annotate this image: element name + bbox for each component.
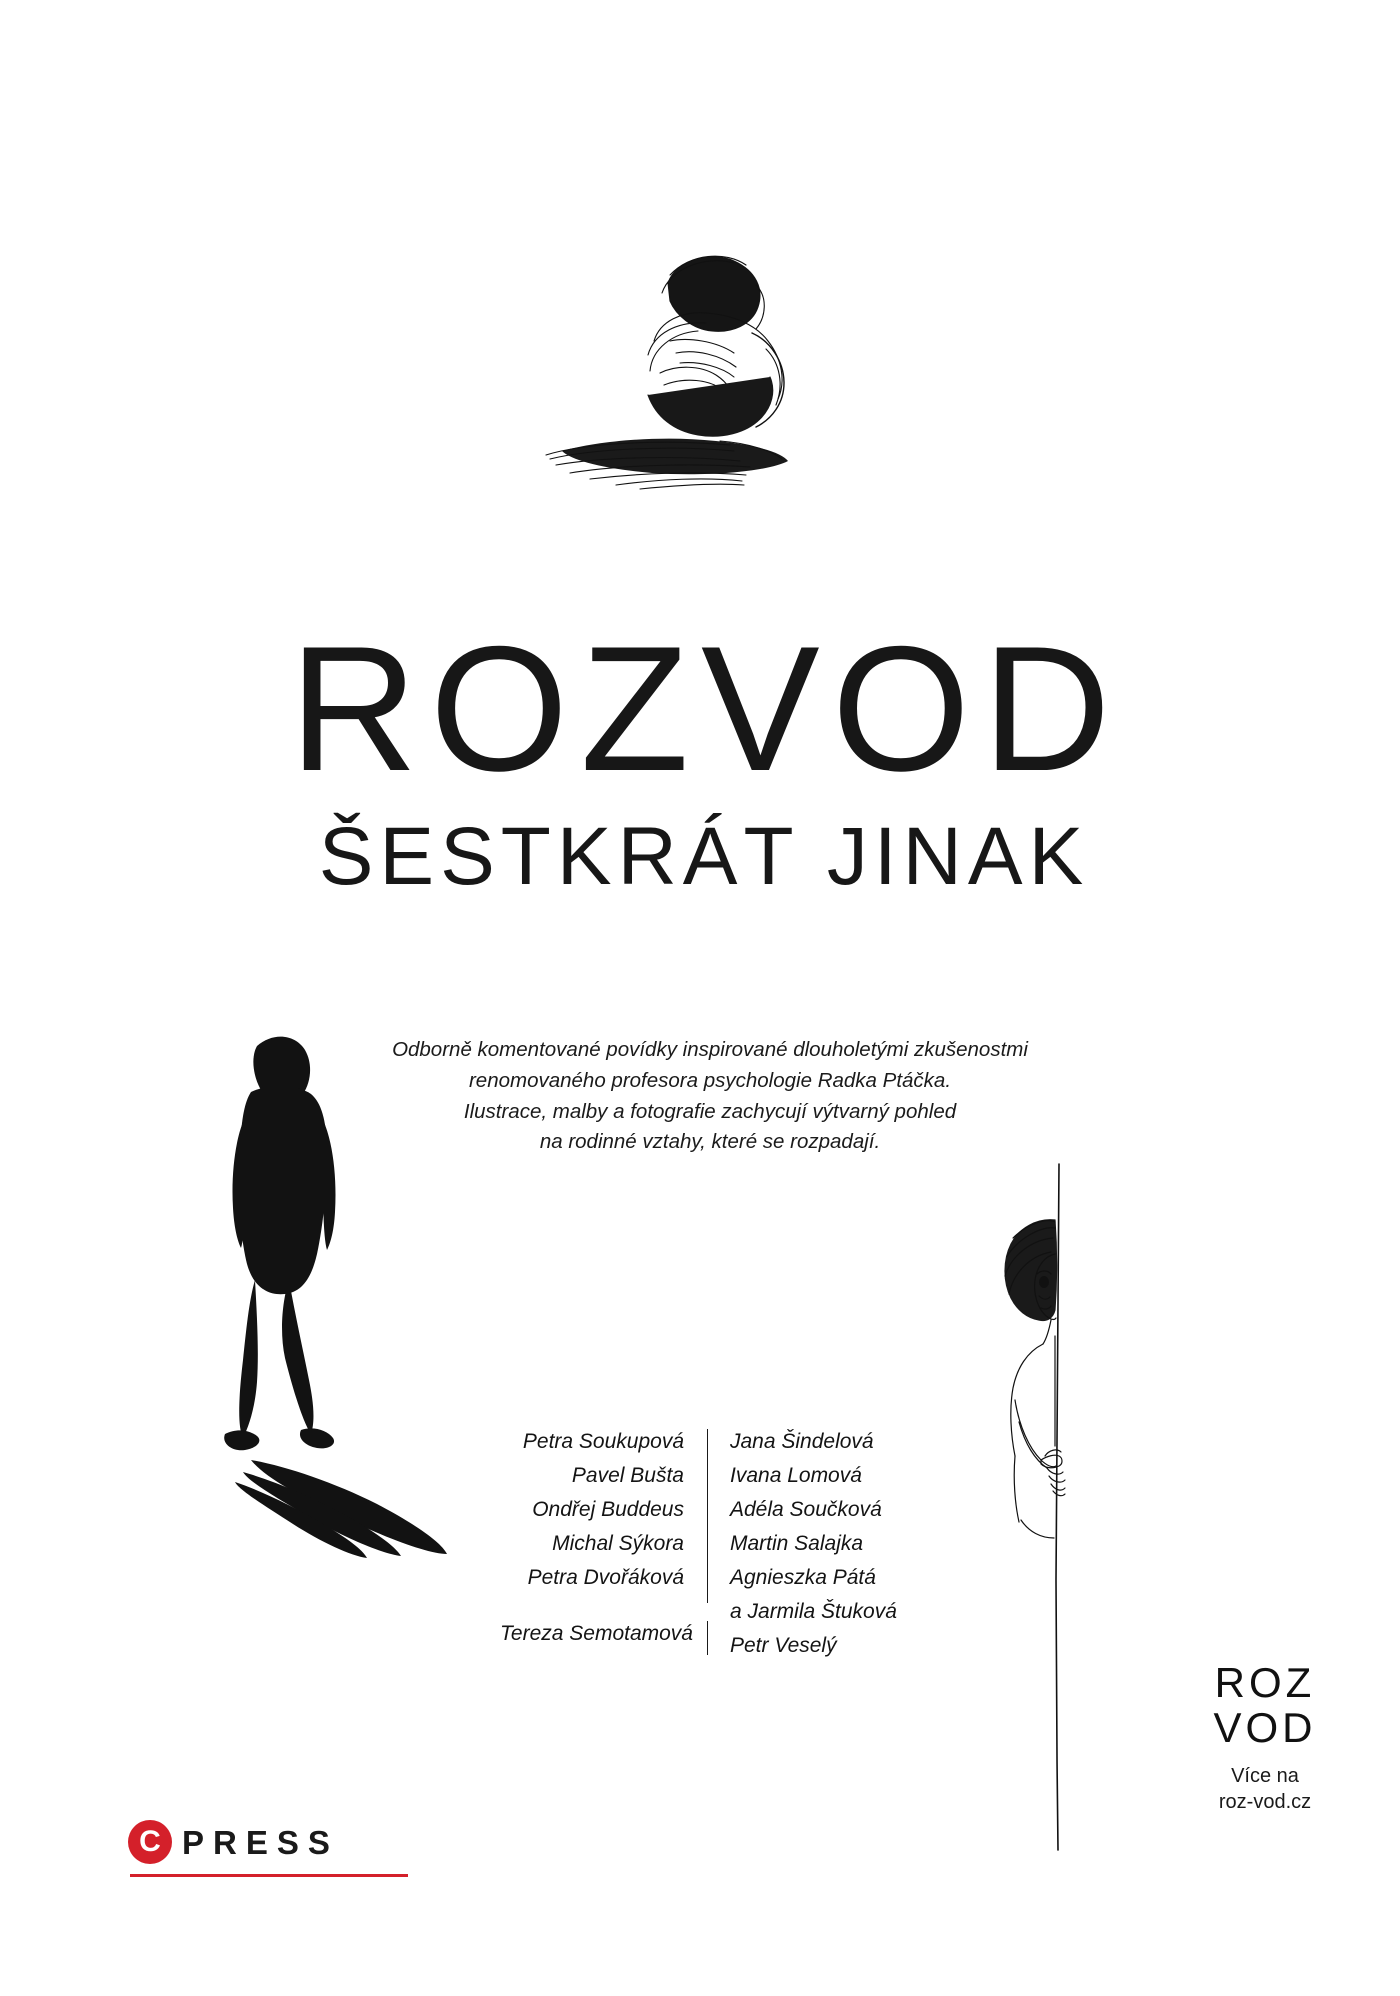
walking-figure-illustration xyxy=(215,1030,545,1610)
list-item: Michal Sýkora xyxy=(552,1532,684,1556)
description-line-2: renomovaného profesora psychologie Radka Ptáčka. xyxy=(468,1068,952,1092)
walking-silhouette-icon xyxy=(215,1030,545,1610)
page-title: ROZVOD xyxy=(289,609,1123,808)
brand-mark[interactable] xyxy=(1195,1660,1335,1815)
child-peeking-sketch-icon xyxy=(955,1160,1155,1860)
brand-logo-line-1: ROZ xyxy=(1214,1659,1316,1706)
hunched-figure-illustration xyxy=(520,245,900,545)
description-line-3: Ilustrace, malby a fotografie zachycují výtvarný pohled xyxy=(463,1099,957,1123)
description-line-1: Odborně komentované povídky inspirované dlouholetými zkušenostmi xyxy=(392,1038,1028,1061)
brand-more-label: Více na xyxy=(1231,1764,1299,1787)
hunched-figure-sketch-icon xyxy=(520,245,900,545)
divider-line-top xyxy=(707,1429,708,1603)
description-line-4: na rodinné vztahy, které se rozpadají. xyxy=(539,1130,881,1154)
divider-line-bottom xyxy=(707,1621,708,1655)
contributors-divider xyxy=(700,1425,714,1663)
list-item: Petra Soukupová xyxy=(522,1430,684,1453)
page-subtitle: ŠESTKRÁT JINAK xyxy=(318,811,1090,902)
list-item: a Jarmila Štuková xyxy=(730,1600,897,1624)
brand-logo-line-2: VOD xyxy=(1213,1704,1317,1752)
list-item: Ondřej Buddeus xyxy=(532,1498,684,1522)
list-item: Jana Šindelová xyxy=(730,1430,874,1453)
list-item: Martin Salajka xyxy=(730,1532,864,1556)
title-block xyxy=(0,609,1400,902)
peeking-child-illustration xyxy=(955,1160,1155,1860)
cpress-c-mark: C xyxy=(128,1820,172,1864)
publisher-underline xyxy=(130,1874,408,1877)
contributors-illustrators-column xyxy=(714,1425,944,1663)
list-item: Pavel Bušta xyxy=(571,1464,684,1488)
list-item: Adéla Součková xyxy=(730,1498,882,1522)
list-item: Petr Veselý xyxy=(730,1634,837,1658)
list-item: Petra Dvořáková xyxy=(527,1566,684,1590)
brand-website-link[interactable]: roz-vod.cz xyxy=(1218,1790,1312,1813)
list-item: Agnieszka Pátá xyxy=(730,1566,876,1590)
list-item: Ivana Lomová xyxy=(730,1464,862,1488)
list-item: Tereza Semotamová xyxy=(500,1622,693,1646)
contributors-list xyxy=(500,1425,960,1663)
contributors-authors-column xyxy=(500,1425,700,1663)
publisher-name: PRESS xyxy=(182,1824,339,1861)
contributors-grid xyxy=(500,1425,960,1663)
publisher-logo[interactable] xyxy=(128,1818,418,1880)
